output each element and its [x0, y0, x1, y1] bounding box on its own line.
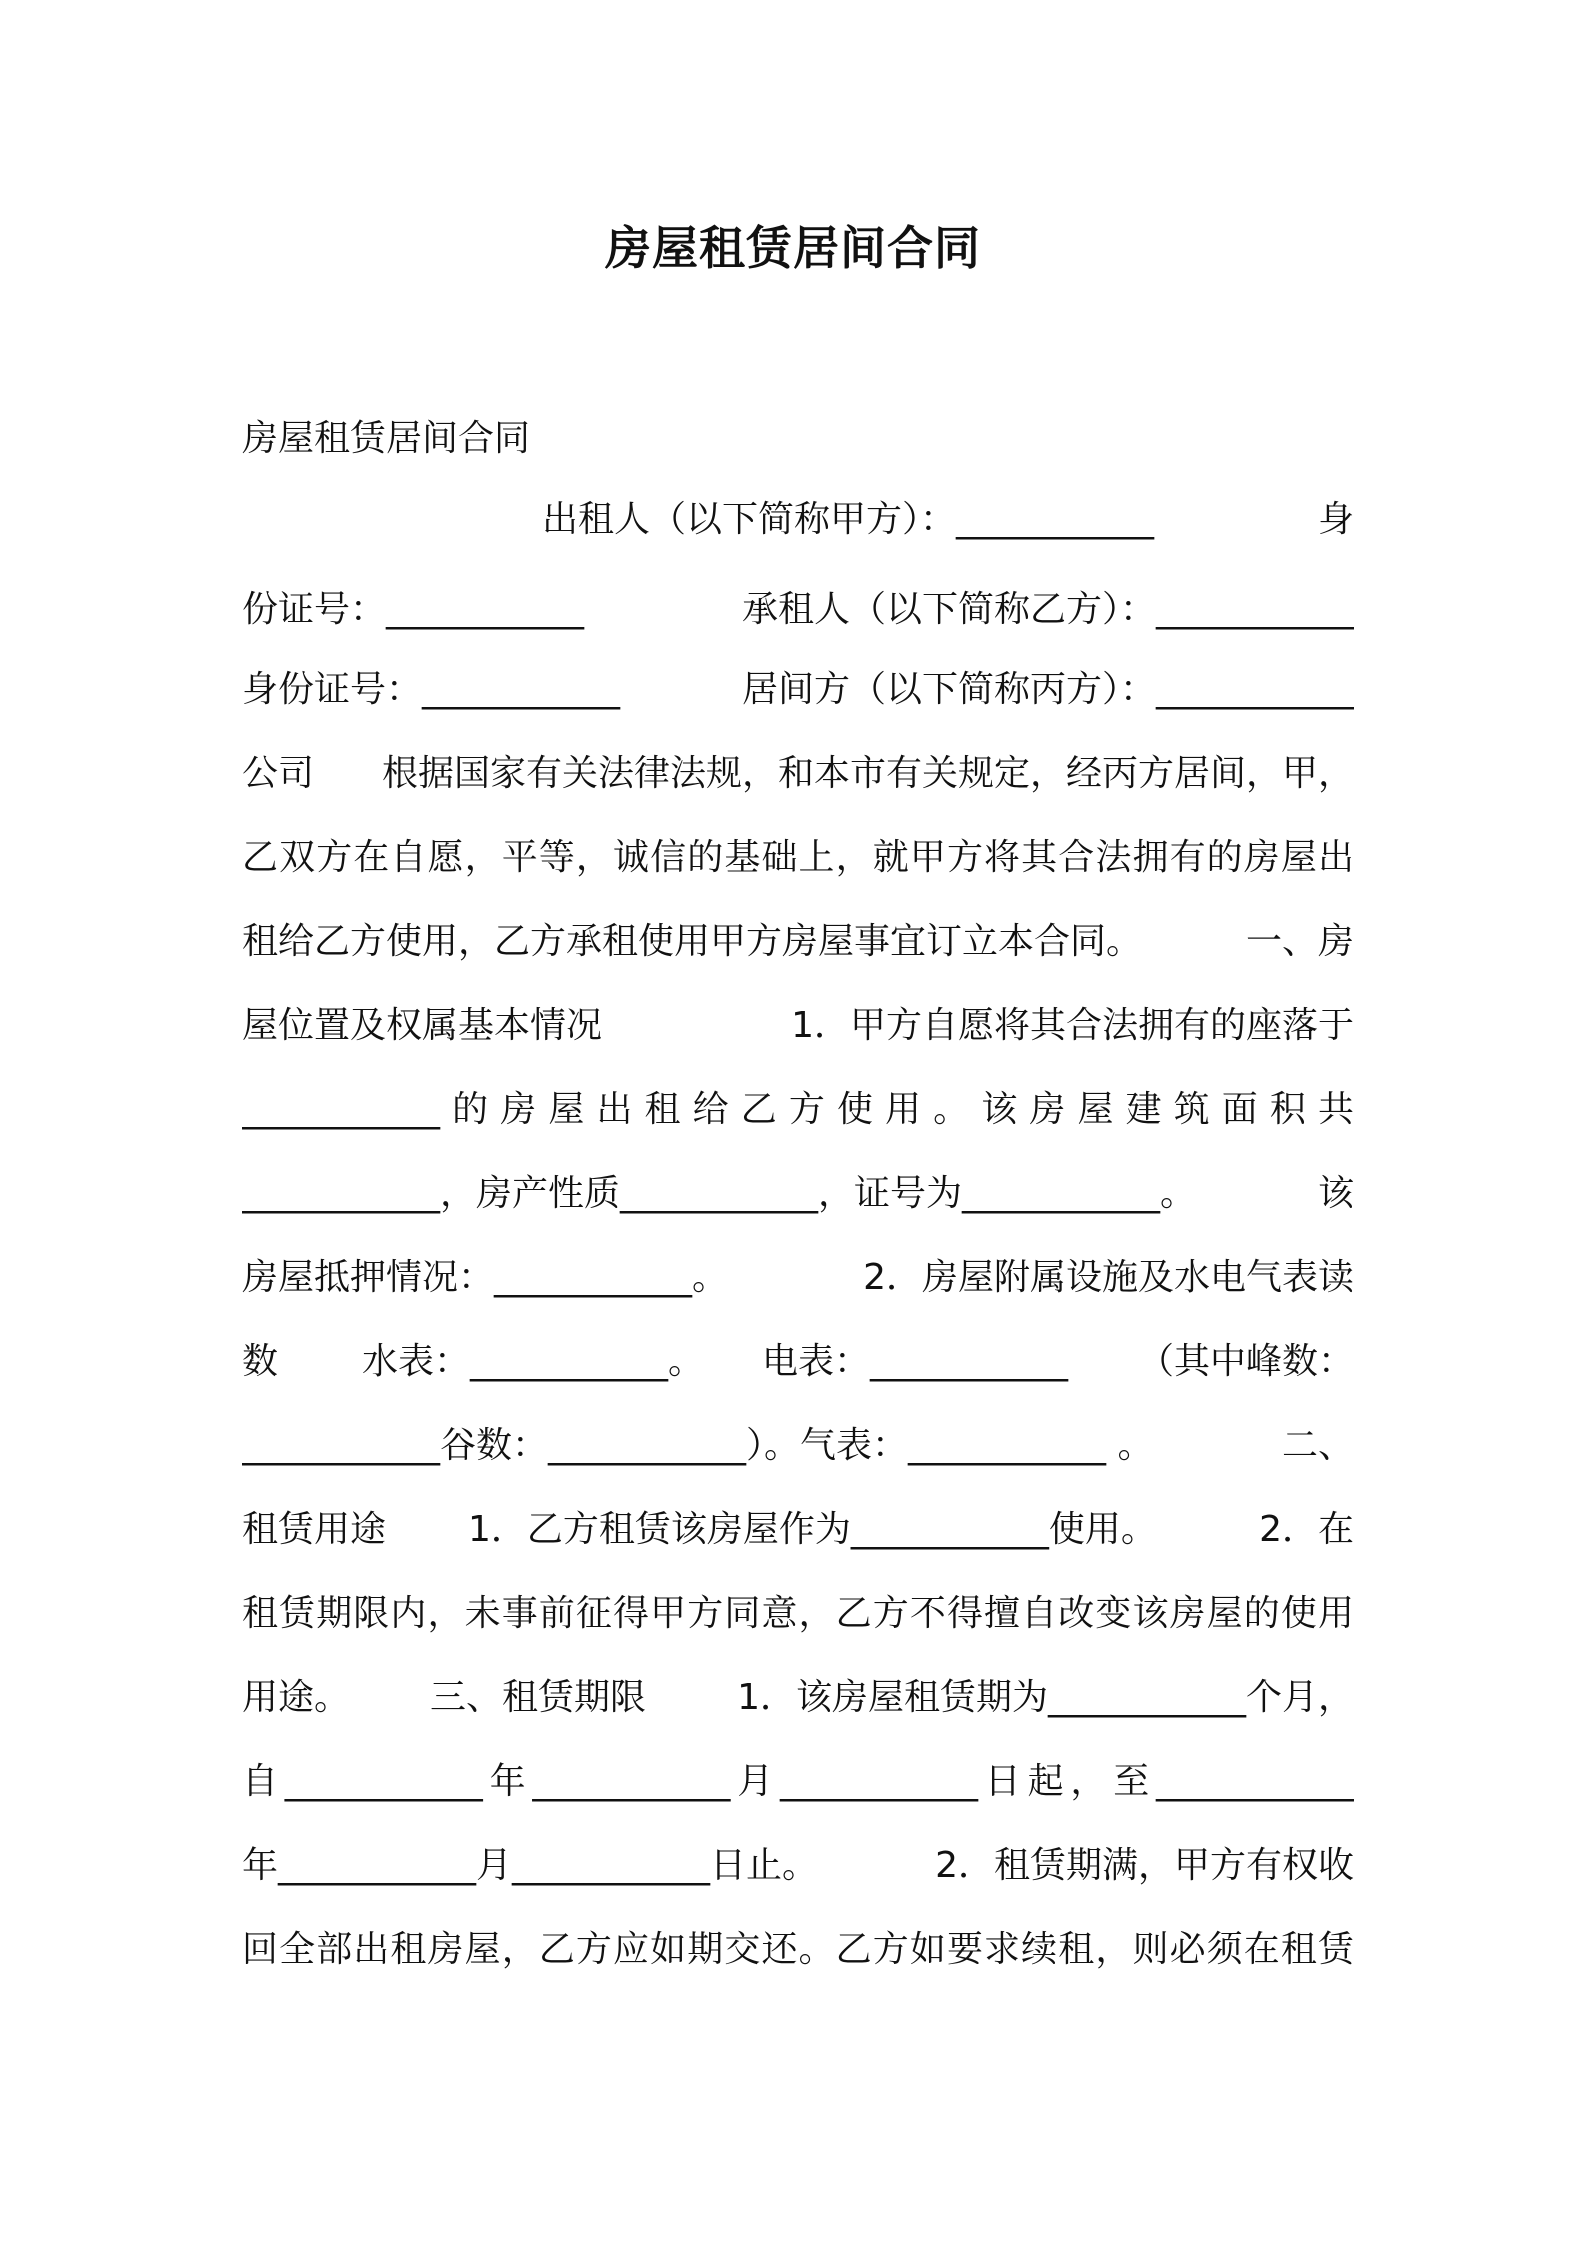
section-heading-2: 二、: [1281, 1425, 1354, 1466]
broker-field: 居间方（以下简称丙方）：___________: [741, 669, 1354, 710]
section-heading-3: 三、租赁期限: [430, 1677, 647, 1718]
clause-text: 数: [242, 1341, 279, 1382]
lessee-field: 承租人（以下简称乙方）：___________: [741, 589, 1354, 630]
body-line: [242, 1925, 1354, 1975]
clause-text: 租赁期限内，未事前征得甲方同意，乙方不得擅自改变该房屋的使用: [242, 1593, 1354, 1634]
clause-text: 用途。: [242, 1677, 351, 1718]
line-end-text: 身: [1317, 499, 1354, 540]
clause-text: 2．在: [1259, 1509, 1354, 1550]
body-line: [242, 1673, 1354, 1723]
lease-start-date-field: 自___________年___________月___________日起，至___________: [242, 1761, 1354, 1802]
body-line: [242, 1001, 1354, 1051]
body-line: [242, 1253, 1354, 1303]
lessee-id-field: 身份证号：___________: [242, 669, 621, 710]
section-heading-1: 一、房: [1245, 921, 1354, 962]
body-line: [242, 1757, 1354, 1807]
preamble-text: 乙双方在自愿，平等，诚信的基础上，就甲方将其合法拥有的房屋出: [242, 837, 1354, 878]
broker-company-label: 公司: [242, 753, 315, 794]
clause-text: ___________的房屋出租给乙方使用。该房屋建筑面积共: [242, 1089, 1354, 1130]
clause-text: 该: [1317, 1173, 1354, 1214]
lessor-id-field: 份证号：___________: [242, 589, 585, 630]
document-subtitle: 房屋租赁居间合同: [242, 418, 531, 459]
water-meter-field: 水表：___________。: [362, 1341, 705, 1382]
usage-field: 1．乙方租赁该房屋作为___________使用。: [468, 1509, 1157, 1550]
electric-meter-field: 电表：___________: [762, 1341, 1069, 1382]
body-line: [242, 749, 1354, 799]
clause-text: 2．房屋附属设施及水电气表读: [863, 1257, 1354, 1298]
body-line: [242, 1589, 1354, 1639]
body-line: [242, 1169, 1354, 1219]
clause-text: 1．甲方自愿将其合法拥有的座落于: [791, 1005, 1354, 1046]
section-heading-1: 屋位置及权属基本情况: [242, 1005, 603, 1046]
section-heading-2: 租赁用途: [242, 1509, 387, 1550]
body-line: [242, 585, 1354, 635]
body-line: [242, 1841, 1354, 1891]
clause-text: 回全部出租房屋，乙方应如期交还。乙方如要求续租，则必须在租赁: [242, 1929, 1354, 1970]
meter-readings-field: ___________谷数：___________）。气表：___________ 。: [242, 1425, 1154, 1466]
lease-end-date-field: 年___________月___________日止。: [242, 1845, 819, 1886]
lease-term-field: 1．该房屋租赁期为___________个月，: [737, 1677, 1354, 1718]
peak-reading-label: （其中峰数：: [1137, 1341, 1354, 1382]
body-line: [242, 1337, 1354, 1387]
preamble-text: 根据国家有关法律法规，和本市有关规定，经丙方居间，甲，: [381, 753, 1354, 794]
preamble-text: 租给乙方使用，乙方承租使用甲方房屋事宜订立本合同。: [242, 921, 1143, 962]
body-line: [242, 1505, 1354, 1555]
mortgage-field: 房屋抵押情况：___________。: [242, 1257, 729, 1298]
body-line: [242, 1085, 1354, 1135]
lessor-field: 出租人（以下简称甲方）：___________: [542, 499, 1155, 540]
body-line: [242, 1421, 1354, 1471]
body-line: [242, 917, 1354, 967]
clause-text: ___________，房产性质___________，证号为___________。: [242, 1173, 1197, 1214]
body-line: [242, 665, 1354, 715]
body-line: [242, 495, 1354, 545]
body-line: [242, 833, 1354, 883]
document-title: 房屋租赁居间合同: [605, 221, 981, 275]
clause-text: 2．租赁期满，甲方有权收: [935, 1845, 1354, 1886]
